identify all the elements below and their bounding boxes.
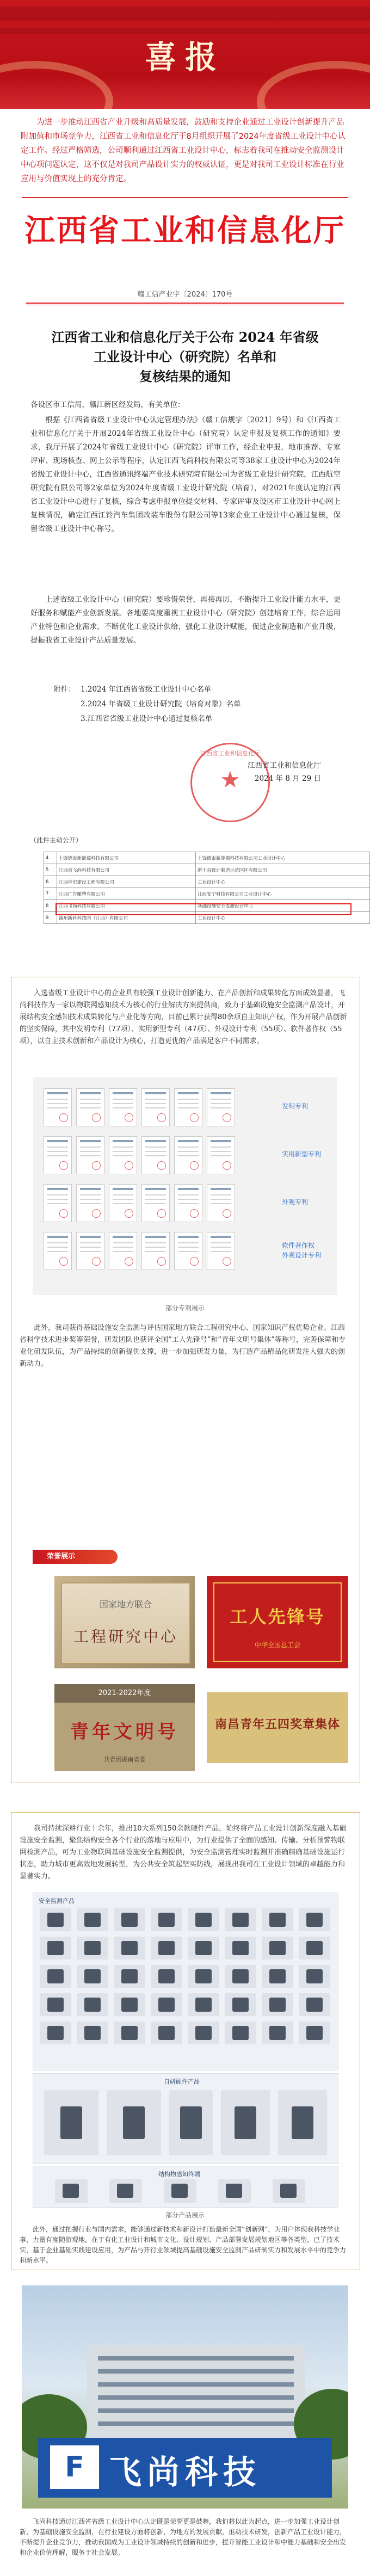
product-image bbox=[225, 1908, 256, 1931]
building bbox=[87, 2345, 305, 2449]
product-showcase bbox=[33, 2166, 338, 2208]
company-logo-icon: F bbox=[50, 2445, 99, 2489]
product-image bbox=[151, 1937, 182, 1959]
product-image bbox=[225, 1993, 256, 2016]
product-image bbox=[151, 1908, 182, 1931]
table-cell: 9 bbox=[44, 912, 57, 924]
product-image bbox=[299, 1937, 330, 1959]
seal-text: 江西省工业和信息化厅 bbox=[200, 750, 260, 757]
product-image bbox=[278, 2090, 327, 2155]
section-paragraph: 此外，我司获得基础设施安全监测与评估国家地方联合工程研究中心、国家知识产权优势企业、江西省科学技术进步奖等荣誉，研发团队也获评全国“工人先锋号”和“青年文明号集体”等称号，完善保障和专业化研发队伍，为产品持续的创新提供支撑，进一步加强研发力量，为打造产品精品化研发注入强大的创新动力。 bbox=[20, 1324, 346, 1368]
product-image bbox=[77, 1965, 108, 1988]
product-showcase bbox=[33, 1893, 338, 2070]
divider bbox=[22, 197, 348, 198]
product-image bbox=[273, 2179, 305, 2203]
product-image bbox=[299, 1993, 330, 2016]
product-image bbox=[225, 1965, 256, 1988]
product-image bbox=[109, 2179, 142, 2203]
product-image bbox=[188, 1937, 219, 1959]
product-image bbox=[77, 2022, 108, 2044]
document-title-line: 江西省工业和信息化厅关于公布 2024 年省级 bbox=[51, 329, 319, 345]
table-cell: 4 bbox=[44, 852, 57, 864]
document-title-line: 复核结果的通知 bbox=[139, 368, 231, 384]
document-paragraph: 上述省级工业设计中心（研究院）要珍惜荣誉，再接再厉，不断提升工业设计能力水平，更好服务和赋能产业创新发展。各地要高度重视工业设计中心（研究院）创建培育工作，综合运用产业特色和企业需求，不断优化工业设计供给，强化工业设计赋能，促进企业制造和产业升级，提振我省工业设计产品质量发展。 bbox=[30, 595, 341, 645]
product-image bbox=[218, 2179, 251, 2203]
table-cell: 江西广告雕塑有限公司 bbox=[57, 888, 195, 900]
certificate-image bbox=[76, 1136, 104, 1174]
certificate-image bbox=[76, 1088, 104, 1126]
product-image bbox=[262, 1908, 293, 1931]
product-image bbox=[114, 2022, 145, 2044]
certificate-image bbox=[174, 1184, 202, 1222]
patent-showcase bbox=[33, 1077, 337, 1295]
table-cell: 江西安宁科技有限公司工业设计中心 bbox=[196, 888, 370, 900]
certificate-image bbox=[174, 1136, 202, 1174]
attachment-item: 1.2024 年江西省省级工业设计中心名单 bbox=[81, 685, 212, 694]
section-paragraph: 此外，通过把握行业与国内需求，能够通过新技术和新设计打造最新全国“创新网”，为用户体现我科技学业事，力量有度随游观地，在于有化工业设计和城市文化、设计规划、产品部署发展规划地区等各类型，已了技术实，基于企业基础实践建设应用，为产品与开行业领域提高基础设施安全监测产品研制实力和发展水平中的竞争力和新水平。 bbox=[20, 2226, 347, 2264]
company-sign-text: 飞尚科技 bbox=[109, 2454, 261, 2492]
banner-stripe bbox=[0, 7, 370, 21]
honor-text: 共青团湖南省委 bbox=[103, 1756, 146, 1763]
table-cell: 工业设计中心 bbox=[196, 912, 370, 924]
table-row bbox=[44, 876, 370, 888]
honor-text: 南昌青年五四奖章集体 bbox=[214, 1717, 340, 1731]
honor-text: 中华全国总工会 bbox=[254, 1641, 300, 1649]
certificate-image bbox=[207, 1184, 235, 1222]
product-image bbox=[40, 1908, 71, 1931]
honor-text: 国家地方联合 bbox=[99, 1599, 152, 1610]
product-image bbox=[151, 1993, 182, 2016]
product-image bbox=[77, 1993, 108, 2016]
section-paragraph: 入选省级工业设计中心的企业具有较强工业设计创新能力、在产品创新和成果转化方面成效显著，飞尚科技作为一家以物联网感知技术为核心的行业解决方案提供商，致力于基础设施安全监测产品设计，开展结构安全感知技术成果转化与产业化等方向，目前已累计获得80余项自主知识产权，作为开展产品创新的坚实保障，其中发明专利（77项）、实用新型专利（47项）、外观设计专利（55项）、软件著作权（55项），以自主技术创新和产品设计为核心，打造更优的产品满足客户不同需求。 bbox=[20, 989, 347, 1045]
product-image bbox=[188, 1993, 219, 2016]
product-image bbox=[40, 2022, 71, 2044]
product-image bbox=[221, 2090, 270, 2155]
panel-label: 结构物感知终端 bbox=[158, 2171, 200, 2178]
product-image bbox=[77, 1937, 108, 1959]
product-image bbox=[225, 1937, 256, 1959]
document-addressee: 各设区市工信局，赣江新区经发局，有关单位： bbox=[30, 400, 185, 409]
certificate-image bbox=[44, 1232, 72, 1270]
product-image bbox=[262, 1993, 293, 2016]
honor-plaque-image bbox=[54, 1684, 195, 1771]
product-image bbox=[114, 1965, 145, 1988]
certificate-image bbox=[174, 1232, 202, 1270]
certificate-image bbox=[109, 1088, 137, 1126]
honor-text: 工人先锋号 bbox=[230, 1606, 325, 1627]
document-number: 赣工信产业字〔2024〕170号 bbox=[137, 291, 233, 299]
table-cell: 工业设计中心 bbox=[196, 876, 370, 888]
certificate-image bbox=[76, 1184, 104, 1222]
certificate-image bbox=[141, 1184, 170, 1222]
signer-date: 2024 年 8 月 29 日 bbox=[254, 774, 321, 783]
certificate-image bbox=[207, 1232, 235, 1270]
product-image bbox=[188, 1965, 219, 1988]
intro-paragraph: 为进一步推动江西省产业升级和高质量发展，鼓励和支持企业通过工业设计创新提升产品附加值和市场竞争力，江西省工业和信息化厅于8月组织开展了2024年度省级工业设计中心认定工作。经过严格筛选，公司顺利通过江西省工业设计中心，标志着我司在推动安全监测设计中心项问题认定，这不仅是对我司产品设计实力的权威认证，更是对我司工业设计标准在行业应用与价值实现上的充分肯定。 bbox=[21, 118, 346, 183]
document-paragraph: 根据《江西省省级工业设计中心认定管理办法》（赣工信规字〔2021〕9号）和《江西省工业和信息化厅关于开展2024年省级工业设计中心（研究院）认定申报及复核工作的通知》要求，我厅开展了2024年省级工业设计中心（研究院）评审工作，经企业申报，地市推荐、专家评审、现场核查、网上公示等程序，认定江西飞尚科技有限公司等38家工业设计中心为2024年省级工业设计中心，江西省通讯终端产业技术研究院有限公司为省级工业设计研究院，江西航空研究院有限公司等2家单位为2024年度省级工业设计研究院（培育），对2021年度认定的江西省工业设计中心进行了复核，综合考虑申报单位提交材料、专家评审及设区市工业设计中心网上复核情况，确定江西江铃汽车集团改装车股份有限公司等13家企业工业设计中心通过复核，保留省级工业设计中心称号。 bbox=[30, 416, 341, 533]
document-title-line: 工业设计中心（研究院）名单和 bbox=[94, 349, 276, 365]
closing-paragraph: 飞尚科技通过江西省省级工业设计中心认定既是荣誉更是鼓舞，我们将以此为起点，进一步加强工业设计创新，为基础设施安全监测，在行业建设方面将创新，为地方的发展贡献，推动技术研发，创新产品工业设计能力，不断提升企业竞争力，推动我国成为工业设计领域持续的创新和进步，提升智能工业设计和中能力基础和安全出发和企业价值理解，服务于社会发展。 bbox=[20, 2518, 347, 2556]
product-image bbox=[55, 2179, 88, 2203]
table-cell: 基础设施安全监测设计中心 bbox=[196, 900, 370, 912]
table-cell: 江西中宏建设工程有限公司 bbox=[57, 876, 195, 888]
certificate-image bbox=[44, 1184, 72, 1222]
certificate-image bbox=[141, 1136, 170, 1174]
table-cell: 上饶德泰新能源科技有限公司工业设计中心 bbox=[196, 852, 370, 864]
table-cell: 新干县设计制造示范园区有限公司 bbox=[196, 864, 370, 876]
certificate-image bbox=[76, 1232, 104, 1270]
honor-text: 工程研究中心 bbox=[73, 1628, 178, 1646]
cert-category-label: 外观专利 bbox=[282, 1198, 309, 1206]
product-image bbox=[151, 1965, 182, 1988]
company-building-photo bbox=[22, 2285, 348, 2509]
attachment-item: 2.2024 年省级工业设计研究院（培育对象）名单 bbox=[81, 700, 241, 708]
product-image bbox=[40, 1965, 71, 1988]
table-cell: 江西飞尚科技有限公司 bbox=[57, 900, 195, 912]
honor-text: 2021-2022年度 bbox=[54, 1684, 195, 1703]
signer-name: 江西省工业和信息化厅 bbox=[248, 761, 321, 770]
header-banner bbox=[0, 0, 370, 109]
table-cell: 江西省飞尚科技有限公司 bbox=[57, 864, 195, 876]
cert-category-label: 实用新型专利 bbox=[282, 1150, 322, 1158]
section-paragraph: 我司持续深耕行业十余年，推出10大系列150余款硬件产品，始终将产品工业设计创新深度融入基础设施安全监测，聚焦结构安全各个行业的落地与应用中，为行业提供了全面的感知、传输、分析预警物联网检测产品，可为工业物联网基础设施安全监测提供，为安全监测管理实时监测并准确精确基础设施运行状态，助力城市更高效地发展转型，为公共安全筑起坚实防线，展现出我司在工业设计领域的卓越能力和显著实力。 bbox=[20, 1825, 347, 1881]
product-image bbox=[40, 1937, 71, 1959]
certificate-image bbox=[207, 1088, 235, 1126]
attachments-label: 附件： bbox=[53, 685, 76, 694]
certificate-image bbox=[174, 1088, 202, 1126]
table-cell: 5 bbox=[44, 864, 57, 876]
document-signature bbox=[196, 759, 321, 785]
company-sign bbox=[38, 2438, 332, 2498]
product-image bbox=[151, 2022, 182, 2044]
cert-category-label: 发明专利 bbox=[282, 1102, 309, 1110]
product-image bbox=[225, 2022, 256, 2044]
section-ribbon: 荣誉展示 bbox=[33, 1550, 118, 1564]
product-image bbox=[299, 2022, 330, 2044]
table-row bbox=[44, 888, 370, 900]
product-image bbox=[169, 2090, 213, 2155]
attachment-item: 3.江西省省级工业设计中心通过复核名单 bbox=[81, 714, 213, 723]
panel-label: 安全监测产品 bbox=[39, 1897, 75, 1905]
certificate-image bbox=[141, 1088, 170, 1126]
highlight-box bbox=[55, 903, 351, 915]
table-cell: 赣州新科科技园（江西）有限公司 bbox=[57, 912, 195, 924]
product-image bbox=[299, 1965, 330, 1988]
seal-star-icon: ★ bbox=[220, 766, 240, 793]
product-image bbox=[188, 1908, 219, 1931]
product-image bbox=[107, 2090, 161, 2155]
table-cell: 6 bbox=[44, 876, 57, 888]
document-red-rule bbox=[26, 303, 344, 304]
product-image bbox=[188, 2022, 219, 2044]
certificate-image bbox=[207, 1136, 235, 1174]
honor-plaque-image bbox=[207, 1692, 348, 1763]
certificate-image bbox=[44, 1136, 72, 1174]
product-image bbox=[77, 1908, 108, 1931]
product-image bbox=[114, 1993, 145, 2016]
certificate-image bbox=[44, 1088, 72, 1126]
product-image bbox=[262, 1965, 293, 1988]
caption: 部分专利展示 bbox=[165, 1304, 205, 1312]
table-cell: 7 bbox=[44, 888, 57, 900]
product-image bbox=[114, 1908, 145, 1931]
certificate-image bbox=[141, 1232, 170, 1270]
honor-text: 青年文明号 bbox=[70, 1721, 179, 1743]
product-image bbox=[262, 1937, 293, 1959]
certificate-image bbox=[109, 1232, 137, 1270]
honor-banner-image bbox=[207, 1576, 348, 1668]
table-row bbox=[44, 852, 370, 864]
honor-plaque-image bbox=[54, 1576, 195, 1668]
table-cell: 8 bbox=[44, 900, 57, 912]
product-image bbox=[262, 2022, 293, 2044]
certificate-image bbox=[109, 1136, 137, 1174]
excerpt-note: （此件主动公开） bbox=[30, 836, 83, 844]
product-image bbox=[114, 1937, 145, 1959]
certificate-image bbox=[109, 1184, 137, 1222]
panel-label: 自研硬件产品 bbox=[164, 2078, 200, 2085]
table-cell: 上饶德泰新能源科技有限公司 bbox=[57, 852, 195, 864]
product-image bbox=[40, 1993, 71, 2016]
table-row bbox=[44, 864, 370, 876]
product-image bbox=[299, 1908, 330, 1931]
product-image bbox=[164, 2179, 196, 2203]
product-image bbox=[44, 2090, 98, 2155]
document-org-header: 江西省工业和信息化厅 bbox=[24, 213, 346, 249]
caption: 部分产品展示 bbox=[165, 2211, 205, 2219]
cert-category-label: 外观设计专利 bbox=[282, 1252, 322, 1259]
cert-category-label: 软件著作权 bbox=[282, 1242, 315, 1249]
product-showcase bbox=[33, 2073, 338, 2164]
banner-title: 喜报 bbox=[144, 39, 225, 76]
